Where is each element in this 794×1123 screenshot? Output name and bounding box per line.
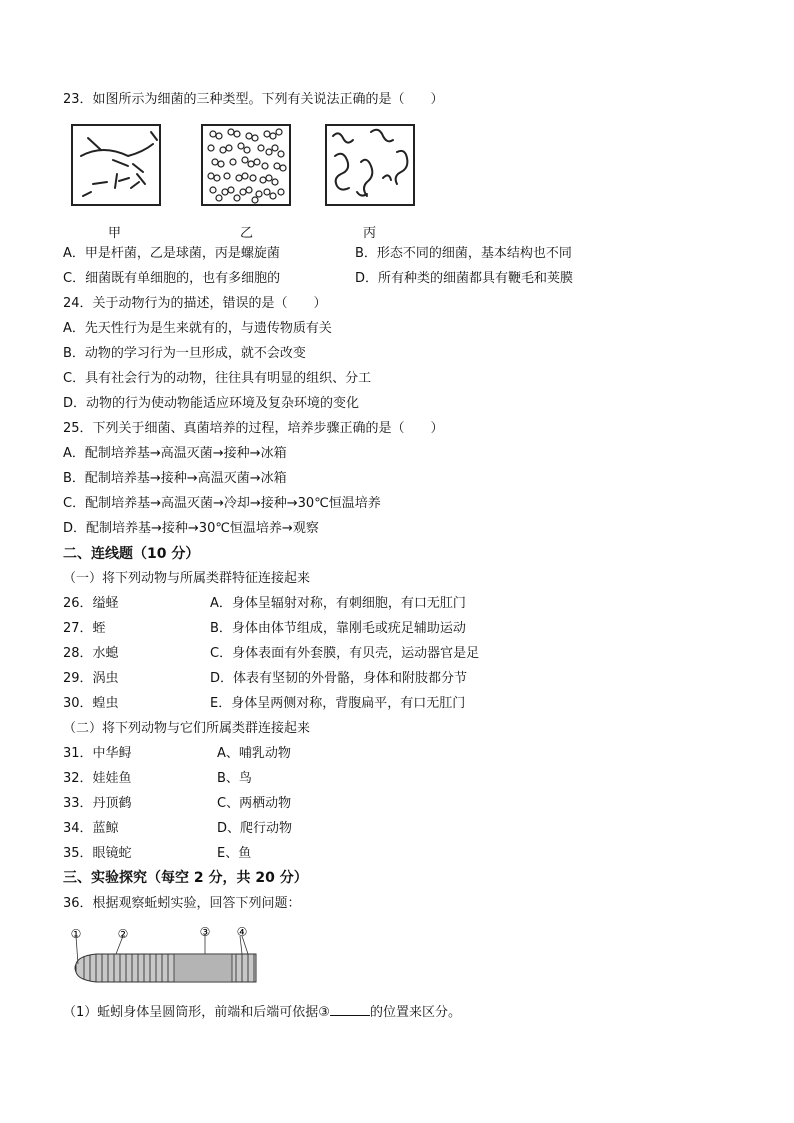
q25-option-d: D．配制培养基→接种→30℃恒温培养→观察 — [63, 521, 319, 536]
q23-stem: 23．如图所示为细菌的三种类型。下列有关说法正确的是（ ） — [63, 92, 444, 107]
q23-option-d: D．所有种类的细菌都具有鞭毛和荚膜 — [355, 271, 574, 286]
figure-cocci-bacteria — [201, 124, 291, 206]
match-group-a: A、哺乳动物 — [217, 746, 291, 761]
match-feature-e: E．身体呈两侧对称，背腹扁平，有口无肛门 — [210, 696, 466, 711]
match-group-b: B、鸟 — [217, 771, 252, 786]
section3-title: 三、实验探究（每空 2 分，共 20 分） — [63, 870, 308, 886]
label-4: ④ — [236, 925, 248, 939]
q24-option-d: D．动物的行为使动物能适应环境及复杂环境的变化 — [63, 396, 360, 411]
label-1: ① — [70, 927, 82, 941]
figure-rod-bacteria — [71, 124, 161, 206]
q36-sub1 — [63, 1003, 461, 1022]
answer-blank[interactable] — [330, 1003, 370, 1016]
match-group-c: C、两栖动物 — [217, 796, 292, 811]
q23-option-b: B．形态不同的细菌，基本结构也不同 — [355, 246, 572, 261]
q24-option-a: A．先天性行为是生来就有的，与遗传物质有关 — [63, 321, 332, 336]
section2-part1-title: （一）将下列动物与所属类群特征连接起来 — [63, 571, 311, 586]
q36-sub1-after: 的位置来区分。 — [369, 1005, 461, 1020]
figure-label-bing: 丙 — [363, 226, 377, 241]
match-animal-30: 30．蝗虫 — [63, 696, 119, 711]
section2-part2-title: （二）将下列动物与它们所属类群连接起来 — [63, 721, 311, 736]
figure-label-jia: 甲 — [108, 226, 122, 241]
q36-stem: 36．根据观察蚯蚓实验，回答下列问题： — [63, 896, 301, 911]
figure-label-yi: 乙 — [240, 226, 254, 241]
match-feature-a: A．身体呈辐射对称，有刺细胞，有口无肛门 — [210, 596, 466, 611]
figure-spiral-bacteria — [325, 124, 415, 206]
match-feature-b: B．身体由体节组成，靠刚毛或疣足辅助运动 — [210, 621, 466, 636]
match-feature-d: D．体表有坚韧的外骨骼，身体和附肢都分节 — [210, 671, 468, 686]
q23-option-c: C．细菌既有单细胞的，也有多细胞的 — [63, 271, 281, 286]
match-animal-29: 29．涡虫 — [63, 671, 119, 686]
match-animal-35: 35．眼镜蛇 — [63, 846, 132, 861]
q25-stem: 25．下列关于细菌、真菌培养的过程，培养步骤正确的是（ ） — [63, 421, 444, 436]
q23-option-a: A．甲是杆菌，乙是球菌，丙是螺旋菌 — [63, 246, 280, 261]
q24-option-b: B．动物的学习行为一旦形成，就不会改变 — [63, 346, 306, 361]
match-group-d: D、爬行动物 — [217, 821, 293, 836]
match-animal-31: 31．中华鲟 — [63, 746, 132, 761]
q25-option-a: A．配制培养基→高温灭菌→接种→冰箱 — [63, 446, 287, 461]
q24-option-c: C．具有社会行为的动物，往往具有明显的组织、分工 — [63, 371, 372, 386]
match-feature-c: C．身体表面有外套膜，有贝壳，运动器官是足 — [210, 646, 480, 661]
match-animal-26: 26．缢蛏 — [63, 596, 119, 611]
match-animal-28: 28．水螅 — [63, 646, 119, 661]
earthworm-diagram — [66, 924, 266, 988]
match-animal-33: 33．丹顶鹤 — [63, 796, 132, 811]
label-2: ② — [117, 927, 129, 941]
match-animal-32: 32．娃娃鱼 — [63, 771, 132, 786]
label-3: ③ — [199, 925, 211, 939]
q36-sub1-before: （1）蚯蚓身体呈圆筒形，前端和后端可依据③ — [63, 1005, 330, 1020]
q25-option-c: C．配制培养基→高温灭菌→冷却→接种→30℃恒温培养 — [63, 496, 381, 511]
section2-title: 二、连线题（10 分） — [63, 546, 200, 562]
match-animal-27: 27．蛭 — [63, 621, 106, 636]
match-animal-34: 34．蓝鲸 — [63, 821, 119, 836]
q24-stem: 24．关于动物行为的描述，错误的是（ ） — [63, 296, 327, 311]
q25-option-b: B．配制培养基→接种→高温灭菌→冰箱 — [63, 471, 287, 486]
match-group-e: E、鱼 — [217, 846, 252, 861]
